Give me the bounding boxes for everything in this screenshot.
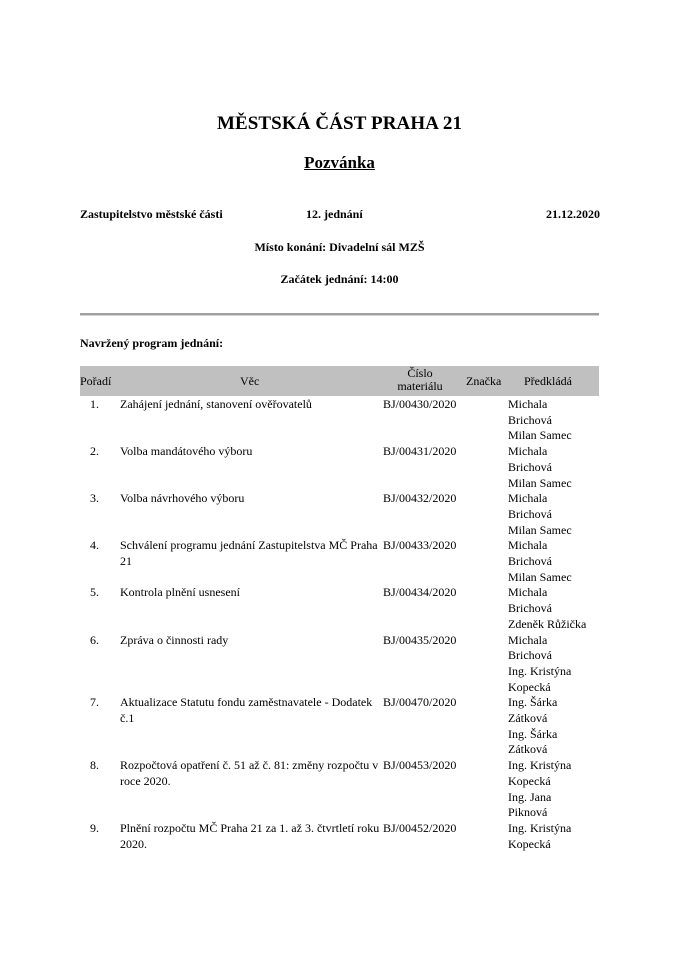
divider bbox=[80, 313, 599, 316]
meeting-date: 21.12.2020 bbox=[546, 207, 600, 221]
row-subject: Aktualizace Statutu fondu zaměstnavatele - Dodatek č.1 bbox=[120, 695, 373, 726]
presenter-line: Michala bbox=[508, 585, 548, 600]
table-row bbox=[80, 758, 599, 821]
presenter-line: Michala bbox=[508, 444, 548, 459]
presenter-line: Ing. Kristýna bbox=[508, 758, 572, 773]
row-order: 3. bbox=[90, 491, 99, 506]
presenter-line: Michala bbox=[508, 538, 548, 553]
row-order: 6. bbox=[90, 632, 99, 647]
presenter-line: Michala bbox=[508, 632, 548, 647]
row-presenter bbox=[508, 444, 608, 491]
presenter-line: Ing. Kristýna bbox=[508, 820, 572, 835]
presenter-line: Milan Samec bbox=[508, 522, 572, 537]
meeting-body: Zastupitelstvo městské části bbox=[80, 207, 223, 221]
row-presenter bbox=[508, 633, 608, 696]
row-presenter bbox=[508, 397, 608, 444]
presenter-line: Brichová bbox=[508, 459, 552, 474]
presenter-line: Kopecká bbox=[508, 836, 551, 851]
row-order: 7. bbox=[90, 695, 99, 710]
row-subject: Volba mandátového výboru bbox=[120, 444, 253, 459]
presenter-line: Michala bbox=[508, 397, 548, 411]
presenter-line: Kopecká bbox=[508, 679, 551, 694]
presenter-line: Brichová bbox=[508, 506, 552, 521]
column-header-order: Pořadí bbox=[80, 374, 112, 388]
column-header-material-line2: materiálu bbox=[397, 379, 443, 393]
table-row bbox=[80, 633, 599, 696]
row-subject: Zpráva o činnosti rady bbox=[120, 632, 229, 647]
column-header-material-line1: Číslo bbox=[407, 366, 433, 380]
meeting-place: Místo konání: Divadelní sál MZŠ bbox=[254, 240, 425, 254]
agenda-table-body bbox=[80, 397, 599, 852]
agenda-heading: Navržený program jednání: bbox=[80, 336, 224, 350]
presenter-line: Milan Samec bbox=[508, 569, 572, 584]
row-presenter bbox=[508, 695, 608, 758]
row-order: 9. bbox=[90, 820, 99, 835]
presenter-line: Brichová bbox=[508, 601, 552, 616]
presenter-line: Brichová bbox=[508, 648, 552, 663]
column-header-subject: Věc bbox=[240, 374, 260, 388]
meeting-info-row bbox=[80, 207, 600, 225]
presenter-line: Brichová bbox=[508, 554, 552, 569]
row-subject: Plnění rozpočtu MČ Praha 21 za 1. až 3. čtvrtletí roku 2020. bbox=[120, 820, 380, 851]
presenter-line: Zátková bbox=[508, 711, 548, 726]
meeting-start: Začátek jednání: 14:00 bbox=[280, 272, 399, 286]
presenter-line: Kopecká bbox=[508, 773, 551, 788]
presenter-line: Piknová bbox=[508, 805, 548, 820]
row-presenter bbox=[508, 538, 608, 585]
column-header-material bbox=[380, 367, 460, 393]
row-subject: Schválení programu jednání Zastupitelstva MČ Praha 21 bbox=[120, 538, 378, 569]
row-material: BJ/00470/2020 bbox=[383, 695, 457, 710]
table-row bbox=[80, 695, 599, 758]
table-row bbox=[80, 821, 599, 852]
row-presenter bbox=[508, 585, 608, 632]
presenter-line: Ing. Šárka bbox=[508, 726, 558, 741]
row-material: BJ/00432/2020 bbox=[383, 491, 457, 506]
presenter-line: Ing. Šárka bbox=[508, 695, 558, 710]
presenter-line: Zdeněk Růžička bbox=[508, 616, 587, 631]
row-subject: Volba návrhového výboru bbox=[120, 491, 245, 506]
agenda-table-header bbox=[80, 366, 599, 396]
row-order: 2. bbox=[90, 444, 99, 459]
table-row bbox=[80, 585, 599, 632]
row-subject: Zahájení jednání, stanovení ověřovatelů bbox=[120, 397, 312, 411]
row-subject: Rozpočtová opatření č. 51 až č. 81: změny rozpočtu v roce 2020. bbox=[120, 758, 379, 788]
table-row bbox=[80, 444, 599, 491]
row-presenter bbox=[508, 758, 608, 821]
document-subtitle: Pozvánka bbox=[304, 153, 375, 172]
column-header-presenter: Předkládá bbox=[524, 374, 572, 388]
row-material: BJ/00433/2020 bbox=[383, 538, 457, 553]
row-material: BJ/00453/2020 bbox=[383, 758, 457, 773]
column-header-mark: Značka bbox=[466, 374, 502, 388]
row-order: 8. bbox=[90, 758, 99, 773]
document-title: MĚSTSKÁ ČÁST PRAHA 21 bbox=[216, 113, 463, 134]
row-order: 5. bbox=[90, 585, 99, 600]
row-material: BJ/00452/2020 bbox=[383, 820, 457, 835]
presenter-line: Michala bbox=[508, 491, 548, 506]
presenter-line: Milan Samec bbox=[508, 475, 572, 490]
row-material: BJ/00430/2020 bbox=[383, 397, 457, 411]
presenter-line: Brichová bbox=[508, 412, 552, 427]
presenter-line: Ing. Jana bbox=[508, 789, 552, 804]
row-order: 1. bbox=[90, 397, 99, 411]
row-subject: Kontrola plnění usnesení bbox=[120, 585, 240, 600]
row-material: BJ/00431/2020 bbox=[383, 444, 457, 459]
table-row bbox=[80, 397, 599, 444]
presenter-line: Ing. Kristýna bbox=[508, 663, 572, 678]
presenter-line: Zátková bbox=[508, 742, 548, 757]
meeting-session: 12. jednání bbox=[306, 207, 363, 221]
row-order: 4. bbox=[90, 538, 99, 553]
row-presenter bbox=[508, 821, 608, 852]
row-material: BJ/00434/2020 bbox=[383, 585, 457, 600]
presenter-line: Milan Samec bbox=[508, 428, 572, 443]
row-presenter bbox=[508, 491, 608, 538]
row-material: BJ/00435/2020 bbox=[383, 632, 457, 647]
table-row bbox=[80, 491, 599, 538]
table-row bbox=[80, 538, 599, 585]
